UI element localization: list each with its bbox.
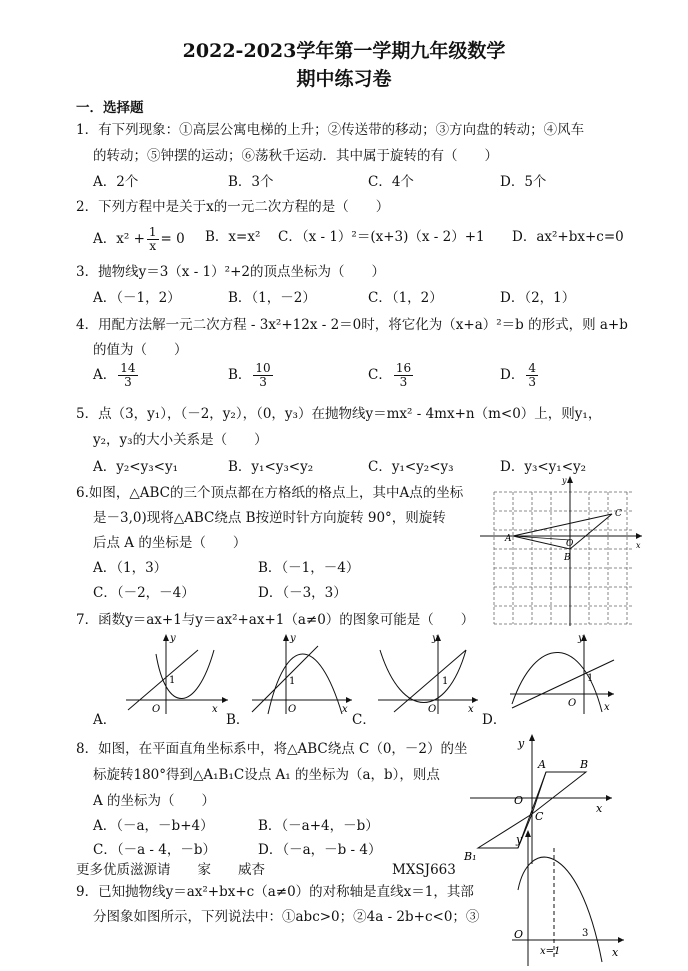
q8-point-C: C: [535, 810, 544, 823]
q3-option-d[interactable]: D．（2，1）: [500, 290, 576, 306]
q6-triangle: [513, 514, 612, 549]
q5-line1: 5．点（3，y₁），（－2，y₂），（0，y₃）在抛物线y＝mx² - 4mx+n（m<0）上，则y₁，: [76, 406, 602, 422]
q7-option-d[interactable]: D．: [482, 712, 507, 728]
q7-stem: 7．函数y＝ax+1与y＝ax²+ax+1（a≠0）的图象可能是（ ）: [76, 612, 475, 628]
q4-line1: 4．用配方法解一元二次方程 - 3x²+12x - 2＝0时，将它化为（x+a）²＝b 的形式，则 a+b: [76, 317, 628, 333]
q3-stem: 3．抛物线y＝3（x - 1）²+2的顶点坐标为（ ）: [76, 264, 385, 280]
q4-d-den: 3: [528, 375, 536, 389]
q4-b-fraction: [253, 362, 272, 389]
q7a-y-arrow: [163, 634, 169, 641]
q6-option-a[interactable]: A．（1，3）: [93, 560, 168, 576]
q7-option-a[interactable]: A．: [93, 712, 117, 728]
q8-x-label: x: [596, 802, 603, 815]
q3-option-a[interactable]: A．（－1，2）: [93, 290, 181, 306]
promo-code: MXSJ663: [392, 862, 456, 878]
q1-option-a[interactable]: A．2个: [93, 174, 139, 190]
q8-point-A: A: [538, 758, 546, 771]
q7a-y-label: y: [170, 633, 176, 644]
q4-d-label: D．: [500, 367, 525, 383]
q7c-y-label: y: [432, 633, 438, 644]
q6-option-d[interactable]: D．（－3，3）: [258, 585, 347, 601]
q4-option-c[interactable]: [368, 362, 415, 389]
q4-c-label: C．: [368, 367, 392, 383]
q7a-parabola: [156, 650, 214, 699]
q7d-x-label: x: [604, 702, 610, 713]
q4-c-den: 3: [399, 375, 408, 389]
q7d-y-label: y: [578, 633, 584, 644]
q3-option-c[interactable]: C．（1，2）: [368, 290, 443, 306]
q4-option-d[interactable]: [500, 362, 540, 389]
q1-option-b[interactable]: B．3个: [228, 174, 274, 190]
q7-option-b[interactable]: B．: [226, 712, 250, 728]
q9-x-arrow: [618, 937, 624, 943]
q8-origin: O: [514, 794, 524, 807]
q6-line1: 6.如图，△ABC的三个顶点都在方格纸的格点上，其中A点的坐标: [76, 485, 464, 501]
q2-a-num: 1: [148, 225, 157, 239]
page-title: 2022-2023学年第一学期九年级数学: [182, 40, 506, 62]
q7d-origin: O: [568, 698, 577, 709]
q4-d-num: 4: [528, 361, 536, 375]
q8-option-a[interactable]: A．（－a，－b+4）: [93, 818, 214, 834]
q2-option-b[interactable]: B．x=x²: [205, 229, 261, 245]
q7-graph-b: [248, 632, 354, 716]
q9-y-arrow: [525, 830, 531, 837]
q6-point-A: A: [505, 534, 512, 544]
q4-d-fraction: [526, 362, 538, 389]
q6-point-C: C: [615, 509, 622, 519]
q2-stem: 2．下列方程中是关于x的一元二次方程的是（ ）: [76, 199, 390, 215]
q4-b-num: 10: [255, 361, 271, 375]
q1-option-d[interactable]: D．5个: [500, 174, 547, 190]
q7b-line: [252, 646, 318, 712]
section-heading: 一．选择题: [76, 100, 144, 116]
q8-y-label: y: [518, 737, 525, 750]
q6-line2: 是－3,0)现将△ABC绕点 B按逆时针方向旋转 90°，则旋转: [93, 510, 446, 526]
q7c-origin: O: [428, 704, 437, 715]
q9-y-label: y: [516, 833, 523, 846]
q6-x-arrow: [636, 533, 642, 539]
q7b-y-arrow: [283, 634, 289, 641]
q6-y-arrow: [567, 476, 573, 483]
q7b-x-label: x: [342, 704, 348, 715]
q7b-y-label: y: [290, 633, 296, 644]
q1-line2: 的转动；⑤钟摆的运动；⑥荡秋千运动．其中属于旋转的有（ ）: [93, 148, 498, 164]
q8-x-arrow: [606, 795, 612, 801]
q7a-x-arrow: [222, 697, 228, 703]
q6-line3: 后点 A 的坐标是（ ）: [93, 535, 247, 551]
page-subtitle: 期中练习卷: [296, 68, 392, 90]
q7c-x-arrow: [472, 697, 478, 703]
q7d-intercept: 1: [587, 673, 594, 684]
q5-option-b[interactable]: B．y₁<y₃<y₂: [228, 459, 314, 475]
q5-option-c[interactable]: C．y₁<y₂<y₃: [368, 459, 454, 475]
q9-origin: O: [514, 928, 524, 941]
q5-option-a[interactable]: A．y₂<y₃<y₁: [93, 459, 178, 475]
q1-line1: 1．有下列现象：①高层公寓电梯的上升；②传送带的移动；③方向盘的转动；④风车: [76, 122, 585, 138]
q7-graph-d: [506, 632, 616, 716]
q4-a-num: 14: [120, 361, 136, 375]
q9-x-label: x: [612, 946, 619, 959]
q4-b-den: 3: [259, 375, 267, 389]
q7c-line: [394, 650, 466, 712]
q4-option-b[interactable]: [228, 362, 275, 389]
q7-graph-c: [374, 632, 480, 716]
q2-a-fraction: [147, 226, 159, 253]
q6-grid-lines: [494, 492, 632, 624]
q2-a-prefix: A．x² +: [93, 231, 145, 247]
q6-point-B: B: [564, 553, 571, 563]
q7c-x-label: x: [468, 704, 474, 715]
q8-y-arrow: [529, 734, 535, 741]
q8-option-b[interactable]: B．（－a+4，－b）: [258, 818, 379, 834]
q2-option-a[interactable]: [93, 226, 185, 253]
q4-a-label: A．: [93, 367, 117, 383]
q8-option-d[interactable]: D．（－a，－b - 4）: [258, 842, 382, 858]
q6-x-label: x: [636, 541, 641, 550]
q7a-intercept: 1: [169, 675, 176, 686]
q2-a-suffix: = 0: [160, 231, 185, 247]
q7a-origin: O: [152, 704, 161, 715]
q8-point-B1: B₁: [464, 850, 477, 863]
q8-option-c[interactable]: C．（－a - 4，－b）: [93, 842, 217, 858]
q6-option-b[interactable]: B．（－1，－4）: [258, 560, 360, 576]
q4-a-den: 3: [124, 375, 132, 389]
q2-option-c[interactable]: C．（x - 1）²＝(x+3)（x - 2）+1: [278, 229, 485, 245]
q6-grid-figure: [478, 474, 646, 630]
q4-option-a[interactable]: [93, 362, 140, 389]
q2-a-den: x: [149, 239, 157, 253]
q9-line2: 分图象如图所示，下列说法中：①abc>0；②4a - 2b+c<0；③: [93, 909, 480, 925]
q8-line3: A 的坐标为（ ）: [93, 793, 216, 809]
promo-text: 更多优质滋源请 家 威杏: [76, 862, 265, 878]
q2-option-d[interactable]: D．ax²+bx+c=0: [512, 229, 624, 245]
q7c-intercept: 1: [442, 676, 449, 687]
q8-point-B: B: [580, 758, 589, 771]
q7d-x-arrow: [608, 691, 614, 697]
q9-root-label: 3: [582, 928, 589, 939]
q1-option-c[interactable]: C．4个: [368, 174, 414, 190]
q6-y-label: y: [562, 476, 567, 485]
q4-c-num: 16: [395, 361, 412, 375]
q7-option-c[interactable]: C．: [352, 712, 376, 728]
q9-line1: 9．已知抛物线y＝ax²+bx+c（a≠0）的对称轴是直线x＝1，其部: [76, 884, 474, 900]
q8-triangle-abc: [532, 772, 586, 814]
q5-option-d[interactable]: D．y₃<y₁<y₂: [500, 459, 587, 475]
q4-b-label: B．: [228, 367, 252, 383]
q3-option-b[interactable]: B．（1，－2）: [228, 290, 316, 306]
q7b-parabola: [268, 654, 342, 714]
q8-line2: 标旋转180°得到△A₁B₁C设点 A₁ 的坐标为（a，b），则点: [93, 767, 440, 783]
q6-origin: O: [566, 539, 574, 549]
q7b-x-arrow: [346, 697, 352, 703]
q7b-origin: O: [288, 704, 297, 715]
q7b-intercept: 1: [289, 676, 296, 687]
q7c-parabola: [380, 650, 466, 703]
q7a-x-label: x: [212, 704, 218, 715]
q6-option-c[interactable]: C．（－2，－4）: [93, 585, 195, 601]
q7-graph-a: [122, 632, 230, 716]
q4-a-fraction: [118, 362, 137, 389]
q9-axis-label: x=1: [540, 946, 561, 957]
q8-line1: 8．如图，在平面直角坐标系中，将△ABC绕点 C（0，－2）的坐: [76, 741, 468, 757]
q4-c-fraction: [394, 362, 413, 389]
q9-figure: [508, 828, 626, 969]
q5-line2: y₂，y₃的大小关系是（ ）: [93, 432, 268, 448]
q4-line2: 的值为（ ）: [93, 342, 188, 358]
